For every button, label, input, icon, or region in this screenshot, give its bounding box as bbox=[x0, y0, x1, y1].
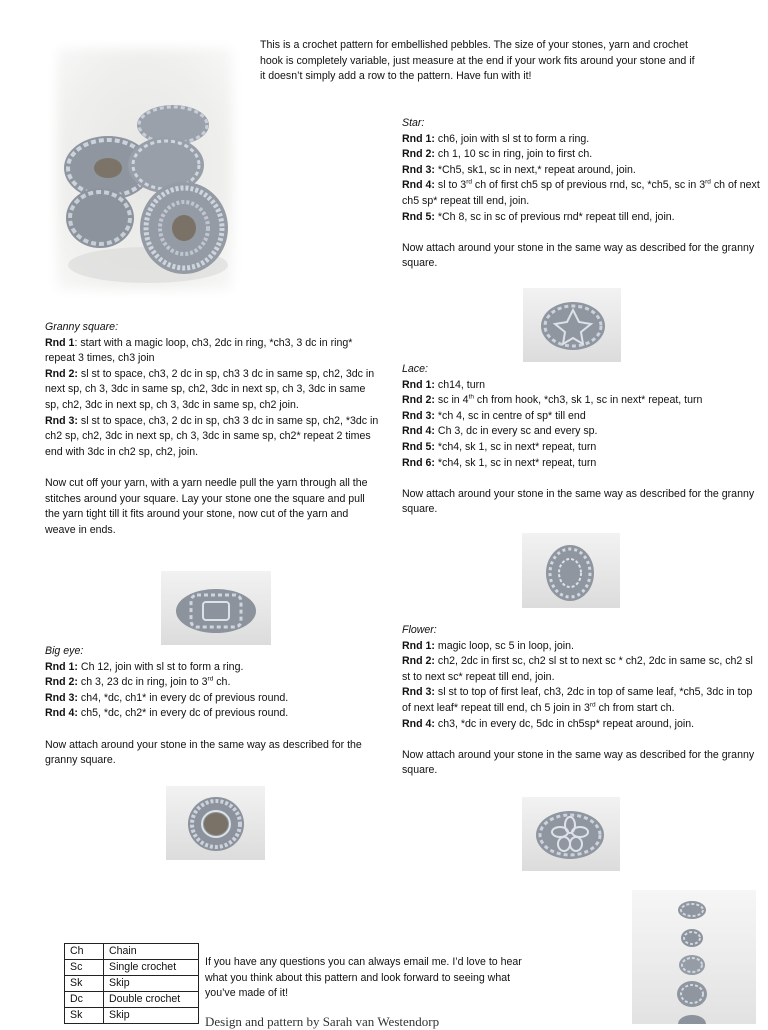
lace-round-1: Rnd 1: ch14, turn bbox=[402, 378, 486, 391]
granny-round-2: Rnd 2: sl st to space, ch3, 2 dc in sp, ch3 3 dc in same sp, ch2, 3dc in next sp, ch 3, 3dc in same sp, ch2, 3dc in next sp, ch 3, 3dc in same sp, ch2, 3dc in next sp, ch 3, 3dc in same sp, ch2 join. bbox=[45, 367, 375, 411]
hero-photo-pebbles bbox=[48, 40, 241, 298]
star-title: Star: bbox=[402, 117, 425, 129]
star-round-2: Rnd 2: ch 1, 10 sc in ring, join to first ch. bbox=[402, 148, 593, 161]
big-eye-pattern bbox=[45, 644, 385, 769]
granny-round-1: Rnd 1: start with a magic loop, ch3, 2dc in ring, *ch3, 3 dc in ring* repeat 3 times, ch3 join bbox=[45, 336, 353, 365]
star-round-1: Rnd 1: ch6, join with sl st to form a ring. bbox=[402, 132, 590, 145]
lace-attach-note: Now attach around your stone in the same way as described for the granny square. bbox=[402, 487, 755, 516]
lace-round-2: Rnd 2: sc in 4th ch from hook, *ch3, sk 1, sc in next* repeat, turn bbox=[402, 393, 703, 407]
abbreviation-legend bbox=[64, 943, 199, 1024]
granny-finish-text: Now cut off your yarn, with a yarn needle pull the yarn through all the stitches around your square. Lay your stone one the square and pull the yarn tight till it fits around your stone, now cut of the yarn and weave in ends. bbox=[45, 476, 368, 536]
stacked-stones-photo bbox=[632, 890, 756, 1024]
lace-title: Lace: bbox=[402, 363, 428, 375]
legend-row: Sk Skip bbox=[65, 976, 199, 992]
flower-round-3: Rnd 3: sl st to top of first leaf, ch3, 2dc in top of same leaf, *ch5, 3dc in top of next leaf* repeat till end, ch 5 join in 3rd ch from start ch. bbox=[402, 686, 753, 714]
lace-pattern bbox=[402, 362, 762, 518]
flower-round-2: Rnd 2: ch2, 2dc in first sc, ch2 sl st to next sc * ch2, 2dc in same sc, ch2 sl st to next sc* repeat till end, join. bbox=[402, 655, 753, 683]
big-eye-round-3: Rnd 3: ch4, *dc, ch1* in every dc of previous round. bbox=[45, 691, 289, 704]
granny-square-pattern bbox=[45, 320, 380, 538]
big-eye-title: Big eye: bbox=[45, 645, 84, 657]
flower-pattern bbox=[402, 623, 762, 779]
big-eye-round-2: Rnd 2: ch 3, 23 dc in ring, join to 3rd ch. bbox=[45, 675, 231, 689]
star-round-3: Rnd 3: *Ch5, sk1, sc in next,* repeat around, join. bbox=[402, 163, 636, 176]
granny-round-3: Rnd 3: sl st to space, ch3, 2 dc in sp, ch3 3 dc in same sp, ch2, *3dc in ch2 sp, ch2, 3dc in next sp, ch 3, 3dc in same sp, ch2* repeat 2 times end with 3dc in ch2 sp, ch2, join. bbox=[45, 414, 379, 458]
legend-row: Ch Chain bbox=[65, 944, 199, 960]
legend-row: Sc Single crochet bbox=[65, 960, 199, 976]
big-eye-stone-photo bbox=[166, 786, 265, 860]
intro-text: This is a crochet pattern for embellished pebbles. The size of your stones, yarn and crochet hook is completely variable, just measure at the end if your work fits around your stone and if it doesn’t simply add a row to the pattern. Have fun with it! bbox=[260, 39, 695, 83]
lace-round-4: Rnd 4: Ch 3, dc in every sc and every sp. bbox=[402, 425, 598, 438]
star-round-5: Rnd 5: *Ch 8, sc in sc of previous rnd* repeat till end, join. bbox=[402, 210, 675, 223]
flower-stone-photo bbox=[522, 797, 620, 871]
design-credit: Design and pattern by Sarah van Westendorp bbox=[205, 1014, 440, 1029]
granny-title: Granny square: bbox=[45, 321, 119, 333]
star-round-4: Rnd 4: sl to 3rd ch of first ch5 sp of previous rnd, sc, *ch5, sc in 3rd ch of next ch5 sp* repeat till end, join. bbox=[402, 178, 760, 207]
flower-title: Flower: bbox=[402, 624, 437, 636]
flower-attach-note: Now attach around your stone in the same way as described for the granny square. bbox=[402, 748, 755, 777]
lace-stone-photo bbox=[522, 533, 620, 608]
granny-stone-photo bbox=[161, 571, 271, 645]
big-eye-attach-note: Now attach around your stone in the same way as described for the granny square. bbox=[45, 738, 362, 767]
lace-round-6: Rnd 6: *ch4, sk 1, sc in next* repeat, turn bbox=[402, 456, 597, 469]
lace-round-3: Rnd 3: *ch 4, sc in centre of sp* till end bbox=[402, 409, 586, 422]
big-eye-round-4: Rnd 4: ch5, *dc, ch2* in every dc of previous round. bbox=[45, 707, 289, 720]
flower-round-4: Rnd 4: ch3, *dc in every dc, 5dc in ch5sp* repeat around, join. bbox=[402, 717, 695, 730]
legend-row: Dc Double crochet bbox=[65, 992, 199, 1008]
star-stone-photo bbox=[523, 288, 621, 362]
star-attach-note: Now attach around your stone in the same way as described for the granny square. bbox=[402, 241, 755, 270]
star-pattern bbox=[402, 116, 762, 272]
legend-row: Sk Skip bbox=[65, 1008, 199, 1024]
contact-note: If you have any questions you can always email me. I’d love to hear what you think about this pattern and look forward to seeing what you’ve made of it! bbox=[205, 956, 522, 1000]
flower-round-1: Rnd 1: magic loop, sc 5 in loop, join. bbox=[402, 639, 574, 652]
lace-round-5: Rnd 5: *ch4, sk 1, sc in next* repeat, turn bbox=[402, 440, 597, 453]
big-eye-round-1: Rnd 1: Ch 12, join with sl st to form a ring. bbox=[45, 660, 244, 673]
